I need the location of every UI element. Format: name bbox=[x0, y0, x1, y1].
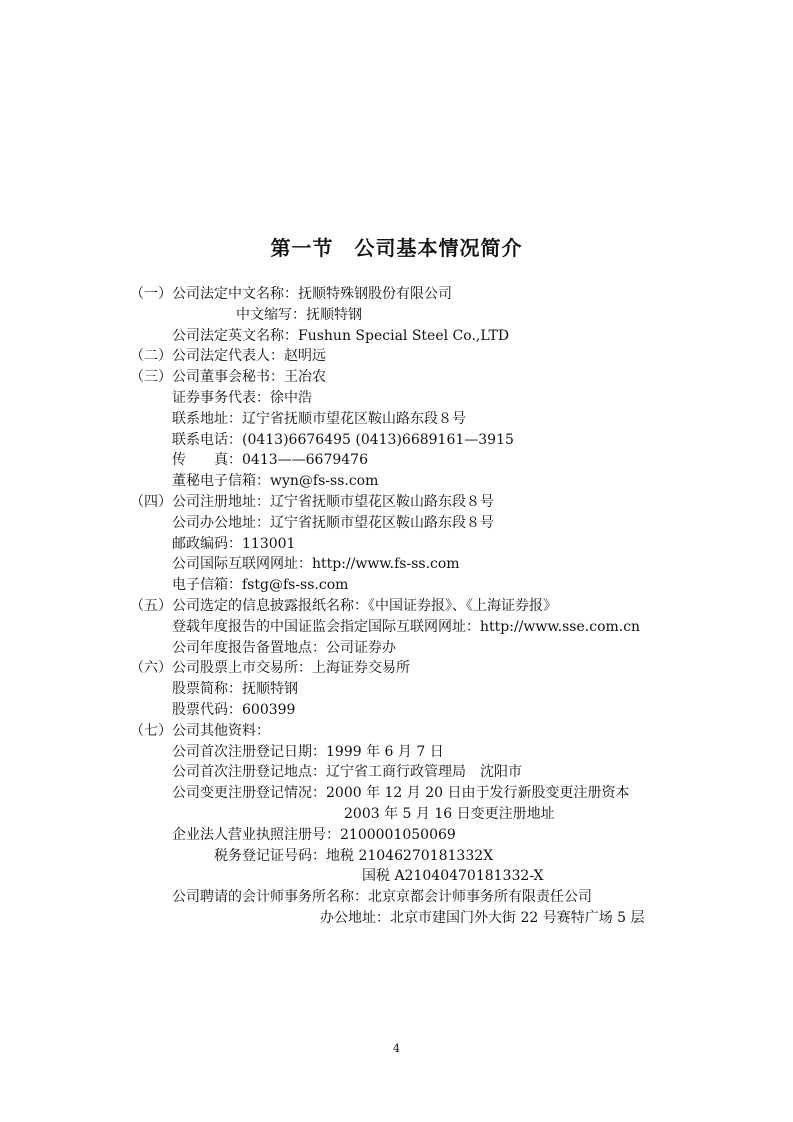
contact-address: 联系地址：辽宁省抚顺市望花区鞍山路东段８号 bbox=[172, 410, 466, 427]
company-profile-list bbox=[130, 284, 750, 929]
english-legal-name: 公司法定英文名称：Fushun Special Steel Co.,LTD bbox=[172, 327, 510, 344]
company-website: 公司国际互联网网址：http://www.fs-ss.com bbox=[172, 556, 460, 573]
section-6-row bbox=[130, 658, 750, 679]
disclosure-newspapers: 公司选定的信息披露报纸名称：《中国证券报》、《上海证券报》 bbox=[172, 597, 557, 614]
annual-report-website: 登载年度报告的中国证监会指定国际互联网网址：http://www.sse.com.cn bbox=[172, 618, 641, 635]
accounting-firm: 公司聘请的会计师事务所名称：北京京都会计师事务所有限责任公司 bbox=[172, 889, 592, 906]
contact-phone: 联系电话：(0413)6676495 (0413)6689161—3915 bbox=[172, 431, 514, 448]
section-number: （四） bbox=[130, 493, 172, 510]
first-registration-place: 公司首次注册登记地点：辽宁省工商行政管理局 沈阳市 bbox=[172, 764, 522, 781]
first-registration-date: 公司首次注册登记日期：1999 年 6 月 7 日 bbox=[172, 743, 444, 760]
section-number: （六） bbox=[130, 660, 172, 677]
stock-exchange: 公司股票上市交易所：上海证券交易所 bbox=[172, 660, 410, 677]
section-number: （五） bbox=[130, 597, 172, 614]
section-1-row bbox=[130, 284, 750, 305]
registered-address: 公司注册地址：辽宁省抚顺市望花区鞍山路东段８号 bbox=[172, 493, 494, 510]
section-2-row bbox=[130, 346, 750, 367]
postcode: 邮政编码：113001 bbox=[172, 535, 296, 552]
registration-change-2: 2003 年 5 月 16 日变更注册地址 bbox=[344, 805, 555, 822]
stock-abbreviation: 股票简称：抚顺特钢 bbox=[172, 681, 298, 698]
board-secretary: 公司董事会秘书：王冶农 bbox=[172, 369, 326, 386]
page-title: 第一节 公司基本情况简介 bbox=[270, 236, 523, 260]
company-email: 电子信箱：fstg@fs-ss.com bbox=[172, 577, 349, 594]
other-info-heading: 公司其他资料： bbox=[172, 722, 270, 739]
section-5-row bbox=[130, 596, 750, 617]
section-number: （七） bbox=[130, 722, 172, 739]
tax-registration-national: 国税 A21040470181332-X bbox=[362, 868, 544, 885]
accounting-firm-address: 办公地址：北京市建国门外大街 22 号赛特广场 5 层 bbox=[320, 909, 645, 926]
stock-code: 股票代码：600399 bbox=[172, 701, 296, 718]
securities-representative: 证券事务代表：徐中浩 bbox=[172, 389, 312, 406]
section-number: （一） bbox=[130, 286, 172, 302]
section-4-row bbox=[130, 492, 750, 513]
section-number: （三） bbox=[130, 369, 172, 386]
secretary-email: 董秘电子信箱：wyn@fs-ss.com bbox=[172, 473, 379, 490]
chinese-legal-name: 公司法定中文名称：抚顺特殊钢股份有限公司 bbox=[172, 286, 452, 302]
section-7-row bbox=[130, 721, 750, 742]
section-3-row bbox=[130, 367, 750, 388]
fax: 传 真：0413——6679476 bbox=[172, 452, 368, 469]
chinese-abbreviation: 中文缩写：抚顺特钢 bbox=[236, 306, 362, 323]
registration-change-1: 公司变更注册登记情况：2000 年 12 月 20 日由于发行新股变更注册资本 bbox=[172, 785, 630, 802]
annual-report-location: 公司年度报告备置地点：公司证券办 bbox=[172, 639, 396, 656]
business-license-number: 企业法人营业执照注册号：2100001050069 bbox=[172, 826, 456, 843]
page-number: 4 bbox=[393, 1042, 400, 1055]
tax-registration-local: 税务登记证号码：地税 21046270181332X bbox=[214, 847, 494, 864]
section-number: （二） bbox=[130, 348, 172, 365]
office-address: 公司办公地址：辽宁省抚顺市望花区鞍山路东段８号 bbox=[172, 514, 494, 531]
legal-representative: 公司法定代表人：赵明远 bbox=[172, 348, 326, 365]
